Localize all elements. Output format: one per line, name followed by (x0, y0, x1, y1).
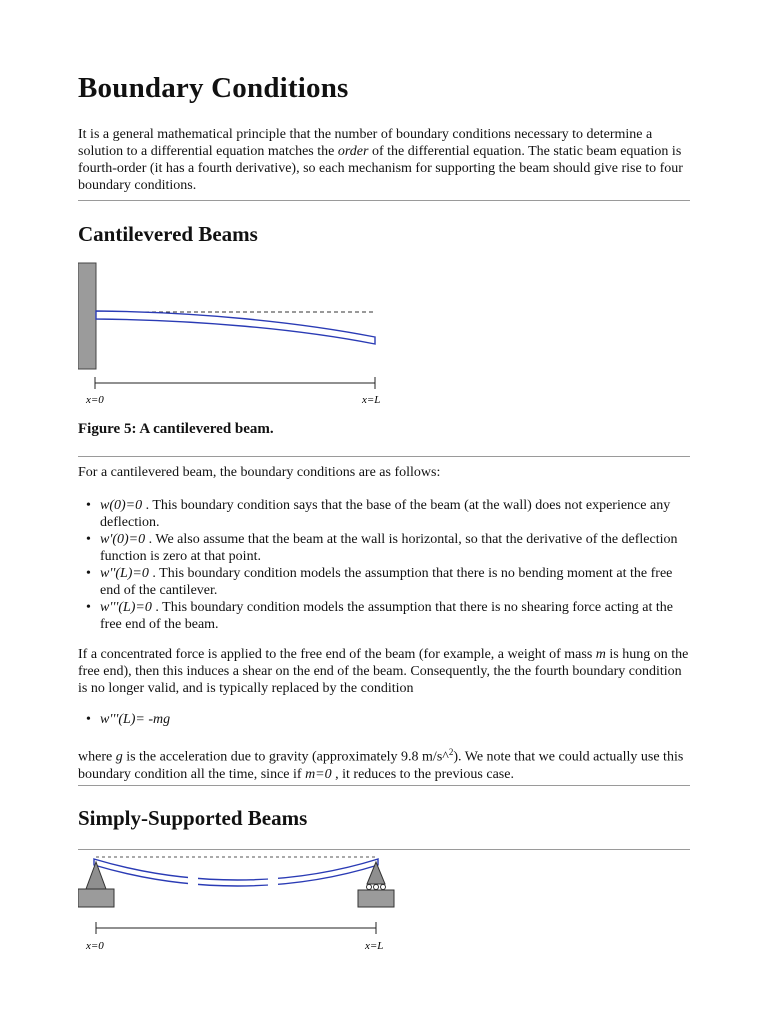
pin-base (78, 889, 114, 907)
replacement-list (100, 711, 692, 728)
label-xL: x=L (362, 394, 381, 406)
label-x0: x=0 (86, 394, 104, 406)
label-xL: x=L (365, 940, 384, 952)
simply-supported-figure (78, 853, 398, 957)
deflected-beam (96, 311, 375, 344)
section-heading-simply-supported: Simply-Supported Beams (78, 806, 308, 830)
list-item: • w''(L)=0 . This boundary condition models the assumption that there is no bending moment at the free end of the cantilever. (100, 565, 692, 599)
cantilever-figure (78, 262, 388, 410)
page-title: Boundary Conditions (78, 72, 349, 104)
figure-caption: Figure 5: A cantilevered beam. (78, 421, 274, 437)
label-x0: x=0 (86, 940, 104, 952)
deflected-beam (94, 859, 378, 886)
divider (78, 849, 690, 850)
roller-base (358, 890, 394, 907)
conditions-lead: For a cantilevered beam, the boundary conditions are as follows: (78, 465, 441, 480)
force-paragraph: If a concentrated force is applied to the free end of the beam (for example, a weight of mass m is hung on the free end), then this induces a shear on the end of the beam. Consequently, the the fourth boundary condition is no longer valid, and is typically replaced by the condition (78, 647, 689, 696)
conditions-list (100, 497, 692, 633)
gravity-paragraph: where g is the acceleration due to gravity (approximately 9.8 m/s^$^2$). We note that we could actually use this boundary condition all the time, since if m=0 , it reduces to the previous case. (78, 747, 684, 782)
section-heading-cantilever: Cantilevered Beams (78, 222, 258, 246)
list-item: • w'(0)=0 . We also assume that the beam at the wall is horizontal, so that the derivative of the deflection function is zero at that point. (100, 531, 692, 565)
list-item: • w'''(L)=0 . This boundary condition models the assumption that there is no shearing force acting at the free end of the beam. (100, 599, 692, 633)
divider (78, 456, 690, 457)
list-item: • w'''(L)= -mg (100, 711, 692, 728)
list-item: • w(0)=0 . This boundary condition says that the base of the beam (at the wall) does not experience any deflection. (100, 497, 692, 531)
divider (78, 200, 690, 201)
divider (78, 785, 690, 786)
intro-paragraph: It is a general mathematical principle that the number of boundary conditions necessary to determine a solution to a differential equation matches the order of the differential equation. The static beam equation is fourth-order (it has a fourth derivative), so each mechanism for supporting the beam should give rise to four boundary conditions. (78, 127, 683, 193)
wall (78, 263, 96, 369)
